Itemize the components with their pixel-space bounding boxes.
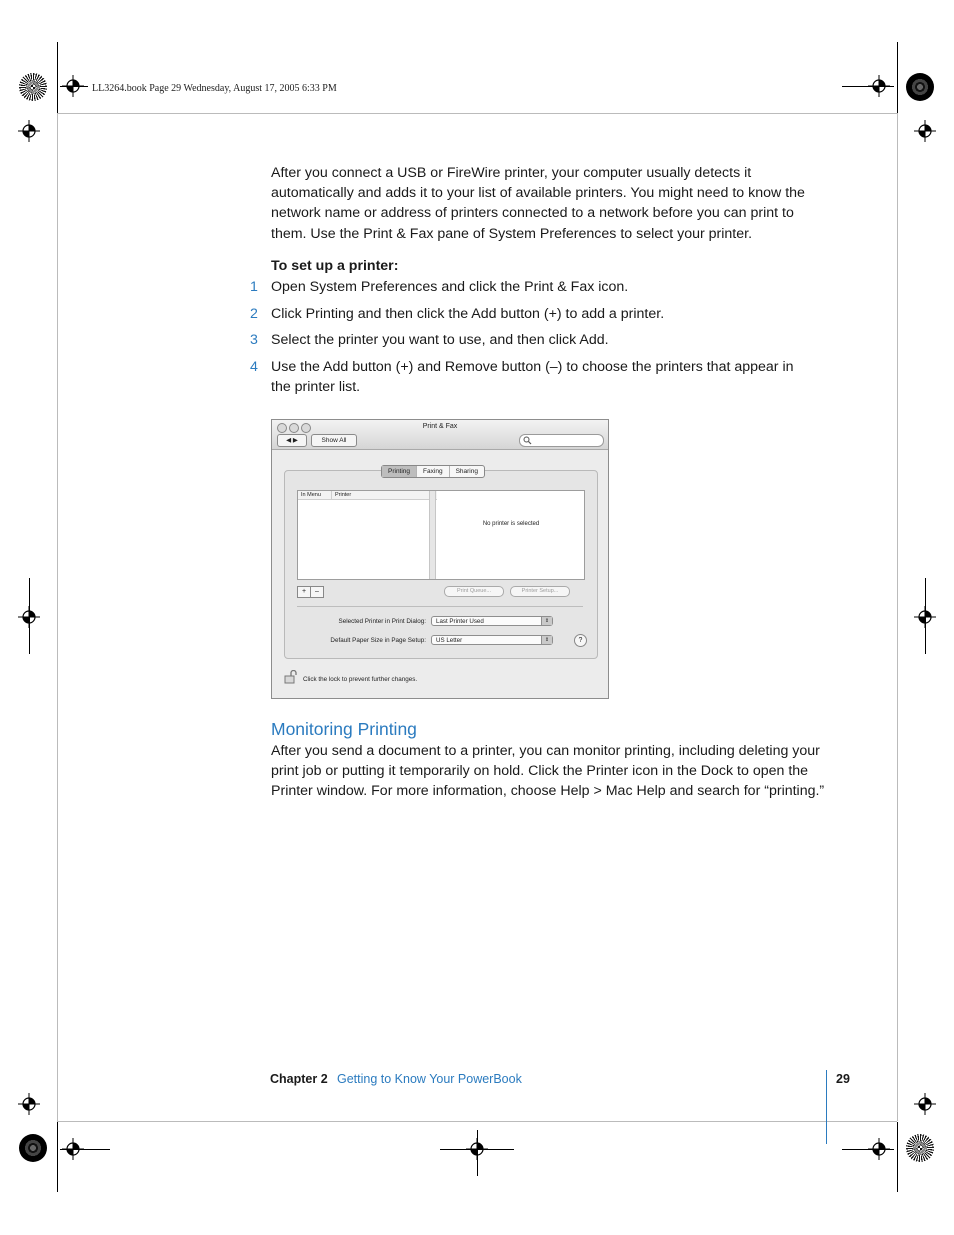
paper-size-value: US Letter (436, 637, 463, 644)
registration-mark-icon (914, 120, 936, 142)
tab-printing[interactable]: Printing (382, 466, 417, 477)
step-text: Open System Preferences and click the Print & Fax icon. (271, 279, 629, 295)
printer-setup-button[interactable]: Printer Setup... (510, 586, 570, 597)
section-paragraph: After you send a document to a printer, you can monitor printing, including deleting your print job or putting it temporarily on hold. Click the Printer icon in the Dock to open the Printer window. For more information, choose Help > Mac Help and search for “printing.” (271, 743, 825, 800)
add-printer-button[interactable]: + (297, 586, 311, 598)
remove-printer-button[interactable]: – (310, 586, 324, 598)
selected-printer-value: Last Printer Used (436, 618, 484, 625)
selected-printer-label: Selected Printer in Print Dialog: (338, 618, 426, 625)
footer-chapter-title: Getting to Know Your PowerBook (337, 1072, 522, 1086)
step-number: 2 (250, 306, 258, 322)
column-in-menu[interactable]: In Menu (298, 491, 332, 500)
step-number: 4 (250, 359, 258, 375)
step-text: Use the Add button (+) and Remove button (–) to choose the printers that appear in the printer list. (271, 359, 794, 396)
print-slug: LL3264.book Page 29 Wednesday, August 17, 2005 6:33 PM (92, 83, 337, 94)
pane-tabs (381, 465, 485, 478)
color-calibration-starburst-icon (906, 73, 934, 101)
popup-arrows-icon: ⇕ (541, 617, 552, 625)
printer-list[interactable] (297, 490, 585, 580)
show-all-button[interactable]: Show All (311, 434, 357, 447)
registration-mark-icon (62, 1138, 84, 1160)
tab-sharing[interactable]: Sharing (455, 468, 478, 475)
search-icon (523, 436, 532, 445)
registration-mark-icon (62, 75, 84, 97)
color-calibration-starburst-icon (19, 73, 47, 101)
procedure-heading: To set up a printer: (271, 258, 399, 274)
lock-icon[interactable] (284, 670, 298, 684)
tab-faxing[interactable]: Faxing (417, 466, 450, 477)
registration-mark-icon (18, 120, 40, 142)
step-number: 1 (250, 279, 258, 295)
step-text: Click Printing and then click the Add button (+) to add a printer. (271, 306, 665, 322)
lock-message: Click the lock to prevent further changes. (303, 676, 418, 683)
step-text: Select the printer you want to use, and then click Add. (271, 332, 609, 348)
back-forward-button[interactable]: ◀ ▶ (277, 434, 307, 447)
search-field[interactable] (519, 434, 604, 447)
empty-selection-message: No printer is selected (482, 521, 540, 527)
registration-mark-icon (466, 1138, 488, 1160)
step-4 (250, 357, 826, 399)
step-number: 3 (250, 332, 258, 348)
window-titlebar (272, 420, 608, 450)
print-fax-window-screenshot (271, 419, 609, 699)
registration-mark-icon (914, 1093, 936, 1115)
footer-divider (826, 1070, 827, 1144)
popup-arrows-icon: ⇕ (541, 636, 552, 644)
paper-size-label: Default Paper Size in Page Setup: (330, 637, 426, 644)
registration-mark-icon (868, 1138, 890, 1160)
list-splitter[interactable] (429, 491, 436, 579)
footer-chapter: Chapter 2 (270, 1072, 328, 1086)
paper-size-popup[interactable] (431, 635, 553, 645)
window-title: Print & Fax (422, 423, 458, 430)
color-calibration-starburst-icon (19, 1134, 47, 1162)
selected-printer-popup[interactable] (431, 616, 553, 626)
help-button[interactable]: ? (574, 634, 587, 647)
registration-mark-icon (18, 1093, 40, 1115)
registration-mark-icon (868, 75, 890, 97)
print-queue-button[interactable]: Print Queue... (444, 586, 504, 597)
section-title: Monitoring Printing (271, 719, 417, 739)
registration-mark-icon (914, 606, 936, 628)
registration-mark-icon (18, 606, 40, 628)
color-calibration-starburst-icon (906, 1134, 934, 1162)
page-number: 29 (836, 1072, 850, 1086)
intro-paragraph: After you connect a USB or FireWire printer, your computer usually detects it automatically and adds it to your list of available printers. You might need to know the network name or address of printers connected to a network before you can print to them. Use the Print & Fax pane of System Preferences to select your printer. (271, 165, 805, 242)
column-printer[interactable]: Printer (332, 491, 437, 500)
divider (297, 606, 583, 607)
